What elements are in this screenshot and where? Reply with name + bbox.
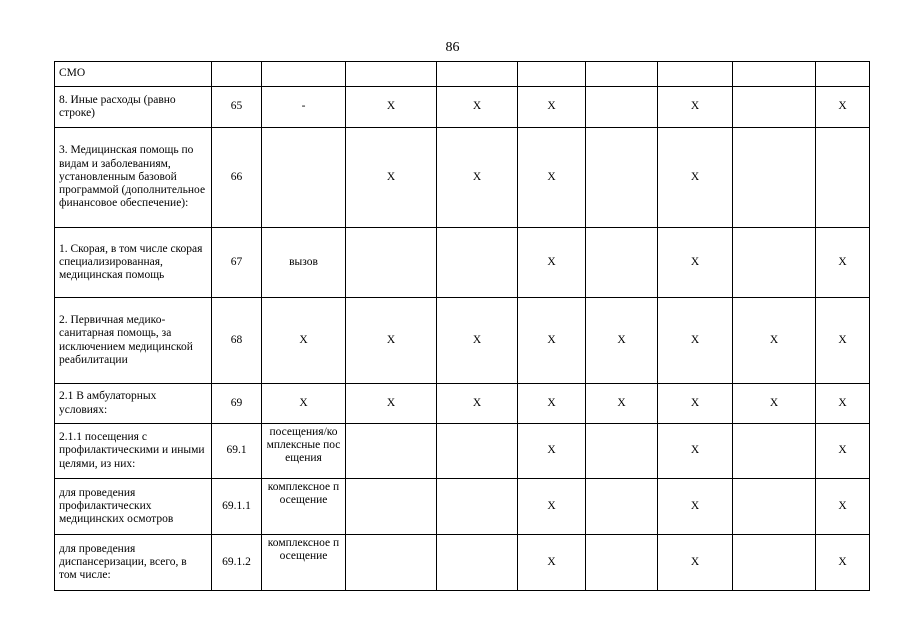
row-label: 8. Иные расходы (равно строке)	[55, 87, 212, 128]
value-cell: X	[346, 128, 437, 228]
row-label: 2.1 В амбулаторных условиях:	[55, 384, 212, 424]
value-cell: X	[586, 298, 658, 384]
value-cell	[733, 424, 816, 479]
value-cell	[733, 87, 816, 128]
value-cell: X	[816, 87, 870, 128]
value-cell	[346, 62, 437, 87]
unit-cell: вызов	[262, 228, 346, 298]
value-cell	[816, 62, 870, 87]
value-cell: X	[437, 298, 518, 384]
value-cell	[346, 228, 437, 298]
value-cell: X	[816, 384, 870, 424]
row-label: 2.1.1 посещения с профилактическими и иными целями, из них:	[55, 424, 212, 479]
value-cell: X	[346, 298, 437, 384]
value-cell: X	[816, 228, 870, 298]
value-cell	[437, 479, 518, 535]
value-cell	[346, 424, 437, 479]
unit-cell: посещения/комплексные посещения	[262, 424, 346, 479]
table-row	[55, 384, 870, 424]
value-cell: X	[518, 424, 586, 479]
row-label: для проведения диспансеризации, всего, в том числе:	[55, 535, 212, 591]
unit-cell: X	[262, 384, 346, 424]
row-code-cell: 69.1	[212, 424, 262, 479]
value-cell: X	[658, 424, 733, 479]
unit-cell: комплексное посещение	[262, 479, 346, 535]
row-code-cell: 69.1.1	[212, 479, 262, 535]
value-cell	[733, 128, 816, 228]
value-cell: X	[437, 384, 518, 424]
unit-cell: -	[262, 87, 346, 128]
row-code-cell: 69.1.2	[212, 535, 262, 591]
value-cell: X	[658, 87, 733, 128]
value-cell: X	[816, 424, 870, 479]
value-cell: X	[518, 479, 586, 535]
value-cell: X	[586, 384, 658, 424]
table-row	[55, 228, 870, 298]
value-cell	[586, 87, 658, 128]
value-cell: X	[658, 228, 733, 298]
table-row	[55, 479, 870, 535]
value-cell	[586, 479, 658, 535]
value-cell	[733, 479, 816, 535]
row-code-cell: 68	[212, 298, 262, 384]
value-cell	[586, 128, 658, 228]
value-cell: X	[733, 384, 816, 424]
value-cell: X	[518, 298, 586, 384]
value-cell: X	[518, 384, 586, 424]
value-cell: X	[658, 298, 733, 384]
table-row	[55, 87, 870, 128]
value-cell: X	[346, 87, 437, 128]
value-cell	[437, 228, 518, 298]
row-code-cell: 65	[212, 87, 262, 128]
unit-cell	[262, 62, 346, 87]
value-cell: X	[518, 535, 586, 591]
table-row	[55, 424, 870, 479]
value-cell	[437, 535, 518, 591]
row-code-cell: 69	[212, 384, 262, 424]
table-row	[55, 128, 870, 228]
value-cell	[733, 228, 816, 298]
unit-cell: X	[262, 298, 346, 384]
value-cell	[586, 535, 658, 591]
row-code-cell: 67	[212, 228, 262, 298]
value-cell	[346, 479, 437, 535]
value-cell: X	[518, 87, 586, 128]
table-row	[55, 298, 870, 384]
value-cell	[658, 62, 733, 87]
row-label: для проведения профилактических медицинских осмотров	[55, 479, 212, 535]
row-label: 3. Медицинская помощь по видам и заболеваниям, установленным базовой программой (дополнительное финансовое обеспечение):	[55, 128, 212, 228]
row-code-cell	[212, 62, 262, 87]
row-code-cell: 66	[212, 128, 262, 228]
value-cell	[586, 424, 658, 479]
page-number: 86	[445, 40, 460, 55]
row-label: СМО	[55, 62, 212, 87]
value-cell: X	[658, 535, 733, 591]
value-cell	[518, 62, 586, 87]
value-cell: X	[658, 479, 733, 535]
value-cell	[437, 424, 518, 479]
value-cell: X	[733, 298, 816, 384]
unit-cell	[262, 128, 346, 228]
data-table	[54, 61, 870, 591]
table-row	[55, 535, 870, 591]
row-label: 2. Первичная медико-санитарная помощь, за исключением медицинской реабилитации	[55, 298, 212, 384]
value-cell: X	[816, 298, 870, 384]
value-cell	[816, 128, 870, 228]
value-cell	[437, 62, 518, 87]
value-cell: X	[518, 228, 586, 298]
value-cell: X	[437, 87, 518, 128]
value-cell	[733, 62, 816, 87]
unit-cell: комплексное посещение	[262, 535, 346, 591]
value-cell: X	[518, 128, 586, 228]
table-row	[55, 62, 870, 87]
value-cell: X	[437, 128, 518, 228]
value-cell: X	[658, 384, 733, 424]
value-cell	[586, 62, 658, 87]
row-label: 1. Скорая, в том числе скорая специализированная, медицинская помощь	[55, 228, 212, 298]
value-cell	[733, 535, 816, 591]
value-cell: X	[346, 384, 437, 424]
value-cell	[586, 228, 658, 298]
value-cell: X	[658, 128, 733, 228]
value-cell: X	[816, 535, 870, 591]
value-cell: X	[816, 479, 870, 535]
value-cell	[346, 535, 437, 591]
